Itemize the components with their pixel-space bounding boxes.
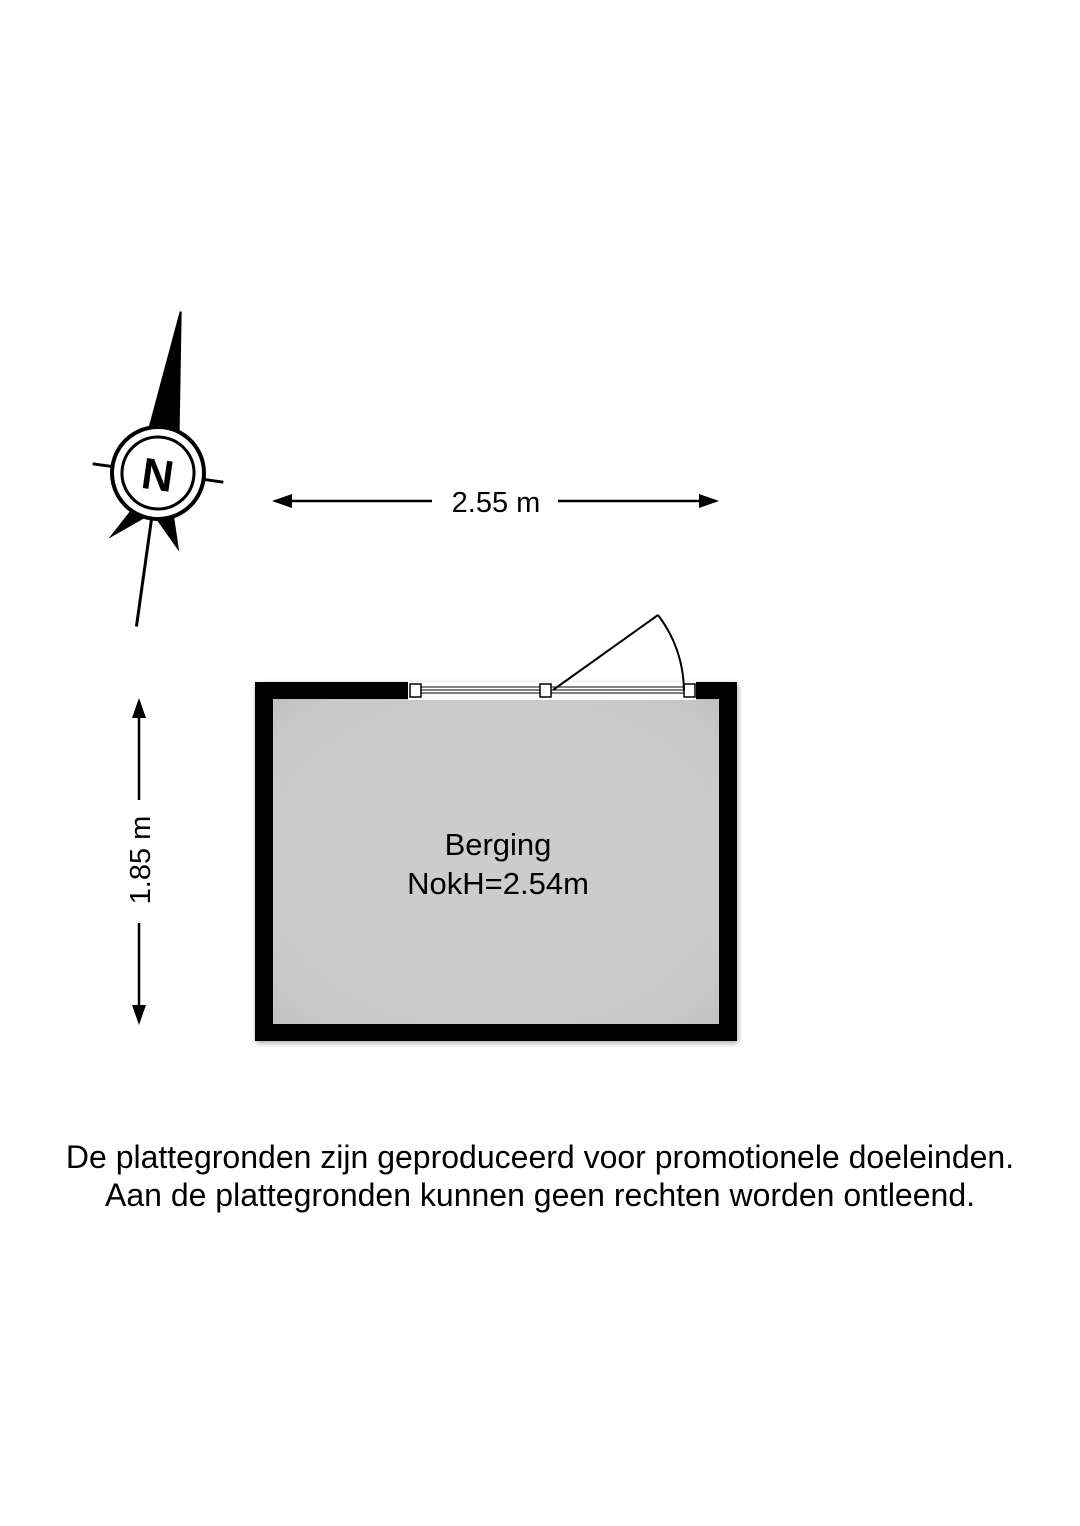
room-name: Berging (444, 827, 552, 862)
height-dimension-label: 1.85 m (125, 815, 157, 905)
disclaimer-line-1: De plattegronden zijn geproduceerd voor promotionele doeleinden. (65, 1139, 1015, 1175)
arrow-right-icon (699, 494, 719, 508)
arrow-down-icon (132, 1005, 146, 1025)
disclaimer (0, 1138, 1080, 1214)
arrow-left-icon (272, 494, 292, 508)
arrow-up-icon (132, 698, 146, 718)
disclaimer-line-2: Aan de plattegronden kunnen geen rechten worden ontleend. (104, 1177, 975, 1213)
width-dimension-label: 2.55 m (451, 487, 541, 519)
room-ridge-height: NokH=2.54m (407, 866, 589, 901)
compass-letter: N (138, 449, 177, 502)
door-swing (553, 615, 684, 690)
window-opening (408, 682, 696, 700)
